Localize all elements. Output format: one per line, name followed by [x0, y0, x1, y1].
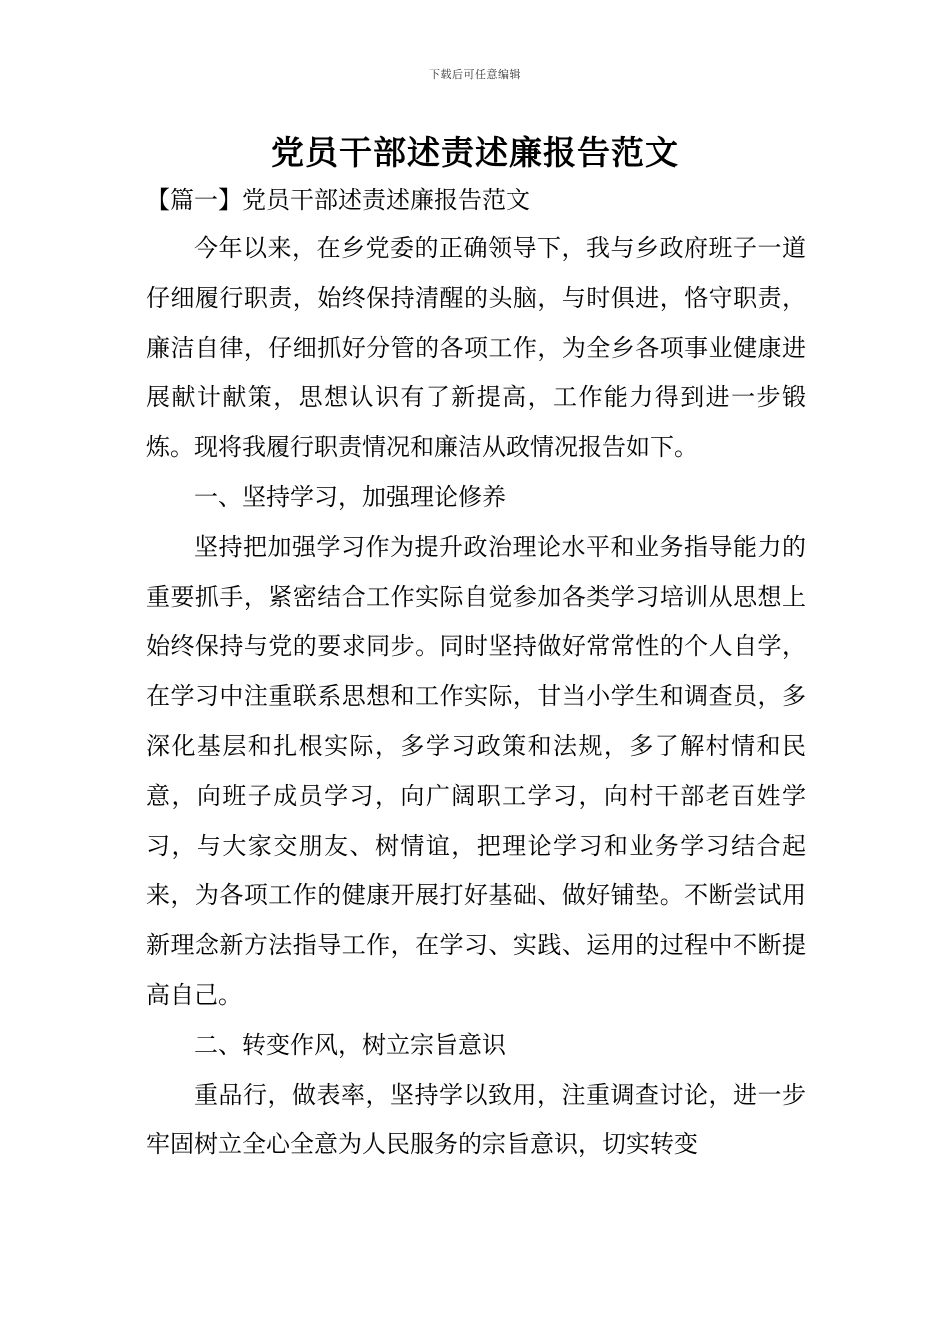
paragraph-style: 重品行，做表率，坚持学以致用，注重调查讨论，进一步牢固树立全心全意为人民服务的宗旨意识，切实转变	[146, 1080, 806, 1159]
paragraph-intro: 今年以来，在乡党委的正确领导下，我与乡政府班子一道仔细履行职责，始终保持清醒的头脑，与时俱进，恪守职责，廉洁自律，仔细抓好分管的各项工作，为全乡各项事业健康进展献计献策，思想认识有了新提高，工作能力得到进一步锻炼。现将我履行职责情况和廉洁从政情况报告如下。	[146, 234, 806, 462]
paragraph-study: 坚持把加强学习作为提升政治理论水平和业务指导能力的重要抓手，紧密结合工作实际自觉参加各类学习培训从思想上始终保持与党的要求同步。同时坚持做好常常性的个人自学，在学习中注重联系思想和工作实际，甘当小学生和调查员，多深化基层和扎根实际，多学习政策和法规，多了解村情和民意，向班子成员学习，向广阔职工学习，向村干部老百姓学习，与大家交朋友、树情谊，把理论学习和业务学习结合起来，为各项工作的健康开展打好基础、做好铺垫。不断尝试用新理念新方法指导工作，在学习、实践、运用的过程中不断提高自己。	[146, 532, 806, 1009]
body-text	[146, 224, 806, 1170]
header-note: 下载后可任意编辑	[429, 68, 521, 81]
section-heading: 【篇一】党员干部述责述廉报告范文	[146, 186, 530, 214]
paragraph-heading-1: 一、坚持学习，加强理论修养	[194, 482, 506, 511]
document-title: 党员干部述责述廉报告范文	[271, 133, 679, 172]
paragraph-heading-2: 二、转变作风，树立宗旨意识	[194, 1030, 506, 1059]
